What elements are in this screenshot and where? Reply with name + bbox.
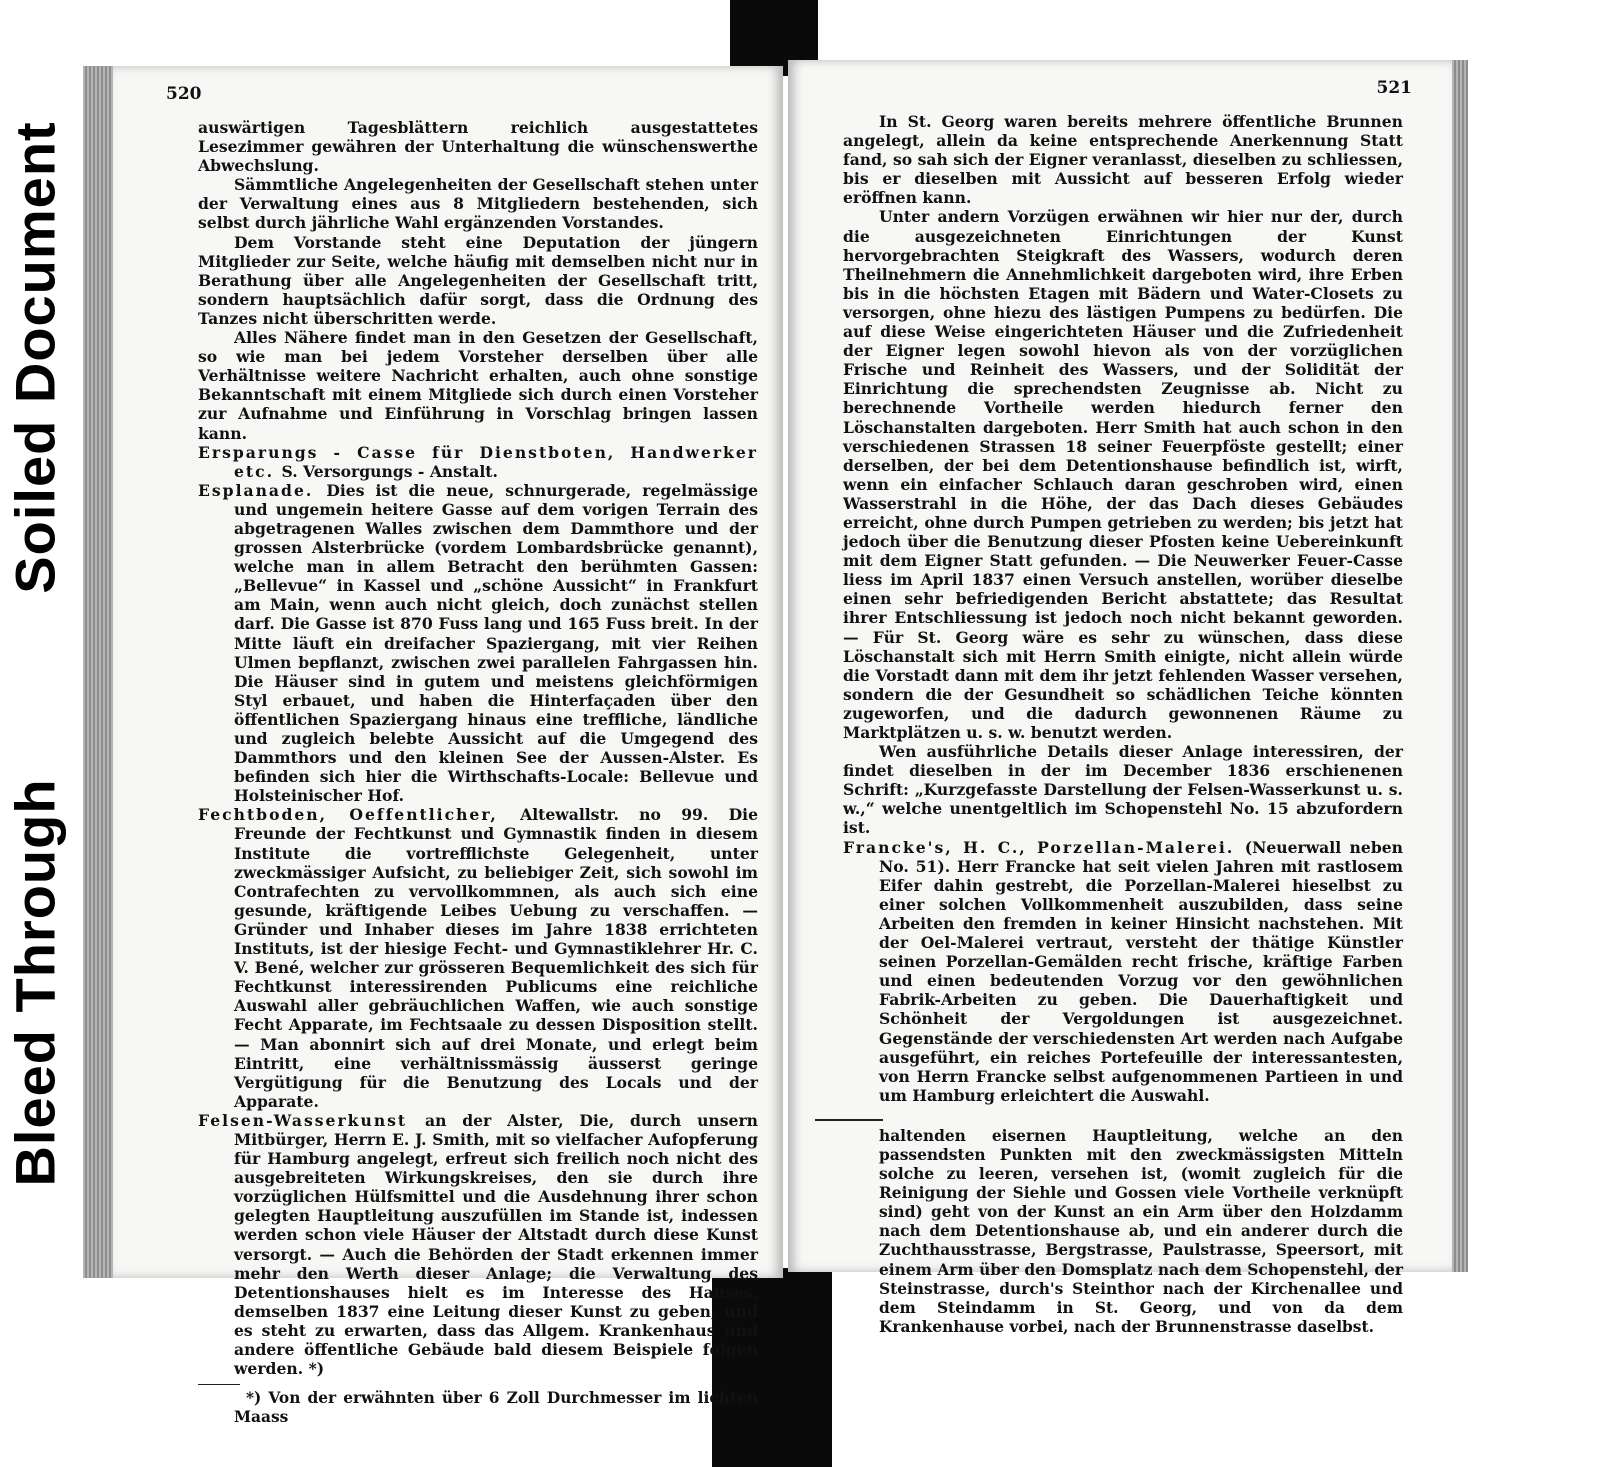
left-footnote: *) Von der erwähnten über 6 Zoll Durchmesser im lichten Maass xyxy=(234,1389,758,1427)
entry-body: an der Alster, Die, durch unsern Mitbürger, Herrn E. J. Smith, mit so vielfacher Aufopferung für Hamburg angelegt, erfreut sich freilich noch nicht des ausgebreiteten Wirkungskreises, den sie durch ihre vorzüglichen Hülfsmittel und die Ausdehnung ihrer schon gelegten Hauptleitung auszufüllen im Stande ist, indessen werden schon viele Häuser der Altstadt durch diese Kunst versorgt. — Auch die Behörden der Stadt erkennen immer mehr den Werth dieser Anlage; die Verwaltung des Detentionshauses hielt es im Interesse des Hauses, demselben 1837 eine Leitung dieser Kunst zu geben, und es steht zu erwarten, dass das Allgem. Krankenhaus und andere öffentliche Gebäude bald diesem Beispiele folgen werden. *) xyxy=(234,1110,758,1379)
footnote-rule xyxy=(198,1384,240,1385)
right-page-edge xyxy=(1452,60,1468,1272)
left-paragraph: Dem Vorstande steht eine Deputation der jüngern Mitglieder zur Seite, welche häufig mit demselben nicht nur in Berathung über alle Angelegenheiten der Gesellschaft tritt, sondern hauptsächlich dafür sorgt, dass die Ordnung des Tanzes nicht überschritten werde. xyxy=(198,232,758,328)
left-page-edge xyxy=(83,66,113,1278)
right-page-text xyxy=(843,112,1403,1337)
left-paragraph: Sämmtliche Angelegenheiten der Gesellschaft stehen unter der Verwaltung eines aus 8 Mitgliedern bestehenden, sich selbst durch jährliche Wahl ergänzenden Vorstandes. xyxy=(198,175,758,233)
entry-ersparungs-casse xyxy=(198,443,758,481)
left-paragraph: auswärtigen Tagesblättern reichlich ausgestattetes Lesezimmer gewähren der Unterhaltung die wünschenswerthe Abwechslung. xyxy=(198,118,758,176)
entry-felsen-wasserkunst xyxy=(198,1111,758,1378)
entry-body: (Neuerwall neben No. 51). Herr Francke hat seit vielen Jahren mit rastlosem Eifer dahin gestrebt, die Porzellan-Malerei hieselbst zu einer solchen Vollkommenheit auszubilden, dass seine Arbeiten den fremden in keiner Hinsicht nachstehen. Mit der Oel-Malerei vertraut, versteht der thätige Künstler seinen Porzellan-Gemälden recht frische, kräftige Farben und einen bedeutenden Vorzug vor den gewöhnlichen Fabrik-Arbeiten zu geben. Die Dauerhaftigkeit und Schönheit der Vergoldungen ist ausgezeichnet. Gegenstände der verschiedensten Art werden nach Aufgabe ausgeführt, ein reiches Portefeuille der interessantesten, von Herrn Francke selbst aufgenommenen Partieen in und um Hamburg erleichtert die Auswahl. xyxy=(879,837,1403,1105)
left-page-number: 520 xyxy=(166,84,202,104)
entry-head: Fechtboden, Oeffentlicher, xyxy=(198,805,521,825)
bleed-through-label: Bleed Through xyxy=(3,778,67,1187)
right-paragraph: Unter andern Vorzügen erwähnen wir hier nur der, durch die ausgezeichneten Einrichtungen der Kunst hervorgebrachten Steigkraft des Wassers, wodurch deren Theilnehmern die Annehmlichkeit dargeboten wird, ihre Erben bis in die höchsten Etagen mit Bädern und Water-Closets zu versorgen, ohne hiezu des lästigen Pumpens zu bedürfen. Die auf diese Weise eingerichteten Häuser und die Zufriedenheit der Eigner legen sowohl hievon als von der vorzüglichen Frische und Reinheit des Wassers, und der Solidität der Einrichtung die sprechendsten Zeugnisse ab. Nicht zu berechnende Vortheile werden hiedurch ferner den Löschanstalten dargeboten. Herr Smith hat auch schon in den verschiedenen Strassen 18 seiner Feuerpföste gestellt; einer derselben, der bei dem Detentionshause befindlich ist, wirft, wenn ein einfacher Schlauch daran geschroben wird, einen Wasserstrahl in die Höhe, der das Dach dieses Gebäudes erreicht, ohne durch Pumpen getrieben zu werden; bis jetzt hat jedoch über die Benutzung dieser Pfosten keine Uebereinkunft mit dem Eigner Statt gefunden. — Die Neuwerker Feuer-Casse liess im April 1837 einen Versuch anstellen, worüber dieselbe einen sehr befriedigenden Bericht abstattete; das Resultat ihrer Entschliessung ist jedoch noch nicht bekannt geworden. — Für St. Georg wäre es sehr zu wünschen, dass diese Löschanstalt sich mit Herrn Smith einigte, nicht allein würde die Vorstadt dann mit dem ihr jetzt fehlenden Wasser versehen, sondern die der Gesundheit so schädlichen Teiche könnten zugeworfen, und die dadurch gewonnenen Räume zu Marktplätzen u. s. w. benutzt werden. xyxy=(843,207,1403,742)
left-page-text xyxy=(198,118,758,1427)
entry-head: Ersparungs - Casse für Dienstboten, Handwerker etc. xyxy=(198,442,758,481)
right-footnote-continuation: haltenden eisernen Hauptleitung, welche an den passendsten Punkten mit den zweckmässigsten Mitteln solche zu leeren, versehen ist, (womit zugleich für die Reinigung der Siehle und Gossen viele Vortheile verknüpft sind) geht von der Kunst an ein Arm über den Holzdamm nach dem Detentionshause ab, und ein anderer durch die Zuchthausstrasse, Bergstrasse, Paulstrasse, Speersort, mit einem Arm über den Domsplatz nach dem Schopenstehl, der Steinstrasse, durch's Steinthor nach der Kirchenallee und dem Steindamm in St. Georg, und von da dem Krankenhause vorbei, nach der Brunnenstrasse daselbst. xyxy=(879,1126,1403,1336)
right-page-number: 521 xyxy=(1376,78,1412,98)
right-paragraph: Wen ausführliche Details dieser Anlage interessiren, der findet dieselben in der im December 1836 erschienenen Schrift: „Kurzgefasste Darstellung der Felsen-Wasserkunst u. s. w.,“ welche unentgeltlich im Schopenstehl No. 15 abzufordern ist. xyxy=(843,742,1403,838)
right-page xyxy=(788,60,1468,1336)
entry-body: S. Versorgungs - Anstalt. xyxy=(281,461,498,481)
entry-esplanade xyxy=(198,481,758,806)
entry-head: Esplanade. xyxy=(198,480,327,500)
entry-head: Felsen-Wasserkunst xyxy=(198,1110,425,1130)
entry-head: Francke's, H. C., Porzellan-Malerei. xyxy=(843,837,1245,857)
left-paragraph: Alles Nähere findet man in den Gesetzen der Gesellschaft, so wie man bei jedem Vorsteher derselben über alle Verhältnisse weitere Nachricht erhalten, auch ohne sonstige Bekanntschaft mit einem Mitgliede sich durch einen Vorsteher zur Aufnahme und Einführung in Vorschlag bringen lassen kann. xyxy=(198,328,758,443)
entry-francke-porzellan xyxy=(843,838,1403,1105)
footnote-rule xyxy=(815,1119,883,1121)
right-paragraph: In St. Georg waren bereits mehrere öffentliche Brunnen angelegt, allein da keine entsprechende Anerkennung Statt fand, so sah sich der Eigner veranlasst, dieselben zu schliessen, bis er dieselben mit Aussicht auf besseren Erfolg wieder eröffnen kann. xyxy=(843,112,1403,208)
soiled-document-label: Soiled Document xyxy=(3,121,67,594)
bleed-through-stamp xyxy=(0,770,70,1195)
entry-body: Dies ist die neue, schnurgerade, regelmässige und ungemein heitere Gasse auf dem vorigen Terrain des abgetragenen Walles zwischen dem Dammthore und der grossen Alsterbrücke (vordem Lombardsbrücke genannt), welche man in allem Betracht den berühmten Gassen: „Bellevue“ in Kassel und „schöne Aussicht“ in Frankfurt am Main, wenn auch nicht gleich, doch zunächst stellen darf. Die Gasse ist 870 Fuss lang und 165 Fuss breit. In der Mitte läuft ein dreifacher Spaziergang, mit vier Reihen Ulmen bepflanzt, zwischen zwei parallelen Fahrgassen hin. Die Häuser sind in gutem und meistens gleichförmigen Styl erbauet, und haben die Hinterfaçaden über den öffentlichen Spaziergang hinaus eine treffliche, ländliche und zugleich belebte Aussicht auf die Umgegend des Dammthors und den kleinen See der Aussen-Alster. Es befinden sich hier die Wirthschafts-Locale: Bellevue und Holsteinischer Hof. xyxy=(234,480,758,806)
soiled-document-stamp xyxy=(0,115,70,600)
entry-fechtboden xyxy=(198,805,758,1111)
entry-body: Altewallstr. no 99. Die Freunde der Fechtkunst und Gymnastik finden in diesem Institute die vortrefflichste Gelegenheit, unter zweckmässiger Aufsicht, zu beliebiger Zeit, sich sowohl im Contrafechten zu vervollkommnen, als auch sich eine gesunde, kräftigende Leibes Uebung zu verschaffen. — Gründer und Inhaber dieses im Jahre 1838 errichteten Instituts, ist der hiesige Fecht- und Gymnastiklehrer Hr. C. V. Bené, welcher zur grösseren Bequemlichkeit des sich für Fechtkunst interessirenden Publicums eine reichliche Auswahl aller gebräuchlichen Waffen, wie auch sonstige Fecht Apparate, im Fechtsaale zu dessen Disposition stellt. — Man abonnirt sich auf drei Monate, und erlegt beim Eintritt, eine verhältnissmässig äusserst geringe Vergütigung für die Benutzung des Locals und der Apparate. xyxy=(234,805,758,1111)
left-page xyxy=(83,66,783,1427)
